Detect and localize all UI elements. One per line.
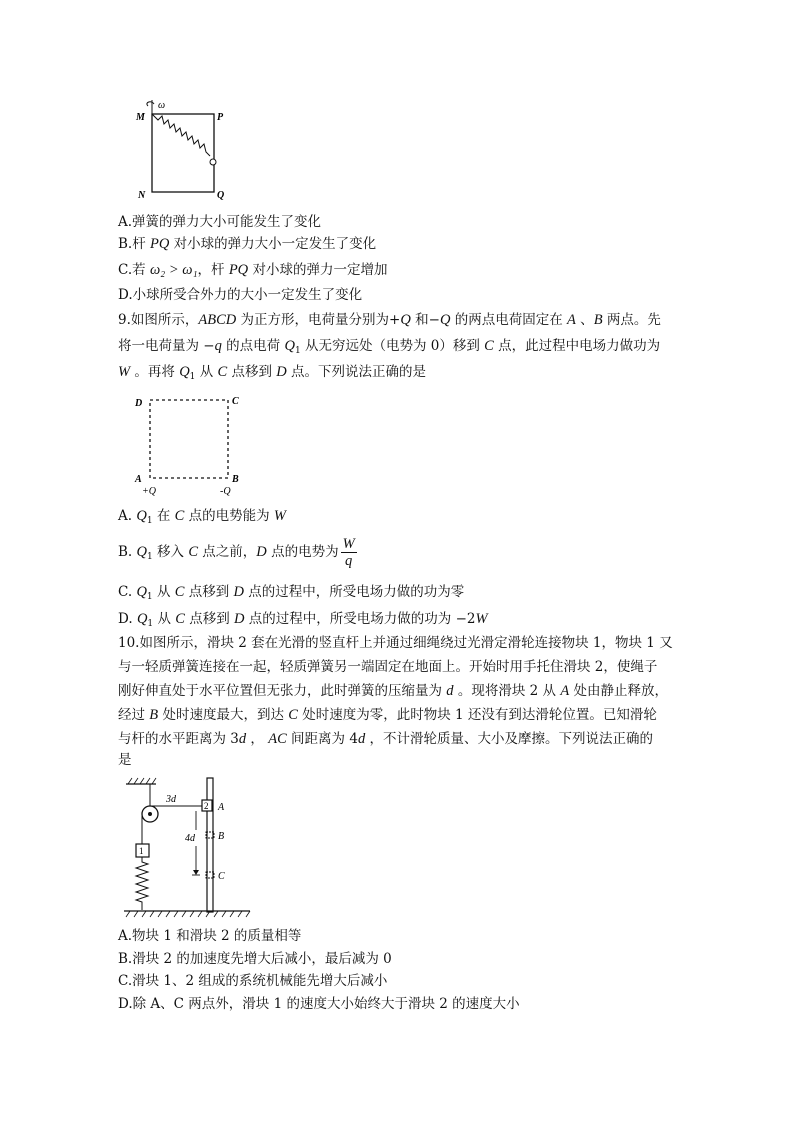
q10-stem-line-2: 与一轻质弹簧连接在一起，轻质弹簧另一端固定在地面上。开始时用手托住滑块 2，使绳子 bbox=[118, 659, 658, 675]
fraction-w-over-q: $\frac{W}{q}$ bbox=[342, 536, 355, 569]
q10-option-a: A.物块 1 和滑块 2 的质量相等 bbox=[118, 928, 302, 944]
ball bbox=[210, 159, 216, 165]
q8-option-a: A.弹簧的弹力大小可能发生了变化 bbox=[118, 214, 322, 230]
q9-option-a: A. $Q_1$ 在 C 点的电势能为 W bbox=[118, 508, 287, 526]
q9-stem-line-2: 将一电荷量为 −q 的点电荷 $Q_1$ 从无穷远处（电势为 0）移到 C 点，此过程中电场力做功为 bbox=[118, 338, 661, 356]
q9-option-c: C. $Q_1$ 从 C 点移到 D 点的过程中，所受电场力做的功为零 bbox=[118, 584, 465, 602]
svg-text:3d: 3d bbox=[166, 794, 176, 805]
svg-text:A: A bbox=[135, 474, 142, 485]
spring bbox=[152, 114, 210, 156]
q10-option-c: C.滑块 1、2 组成的系统机械能先增大后减小 bbox=[118, 973, 388, 989]
svg-text:B: B bbox=[218, 831, 225, 842]
square-charges-figure bbox=[130, 390, 260, 500]
q10-option-b: B.滑块 2 的加速度先增大后减小，最后减为 0 bbox=[118, 951, 392, 967]
svg-text:P: P bbox=[217, 112, 224, 123]
q10-stem-line-5: 与杆的水平距离为 3d ， AC 间距离为 4d ，不计滑轮质量、大小及摩擦。下列说法正确的 bbox=[118, 731, 653, 747]
q10-stem-line-6: 是 bbox=[118, 752, 132, 768]
svg-text:C: C bbox=[232, 396, 239, 407]
svg-text:C: C bbox=[218, 871, 225, 882]
q9-option-d: D. $Q_1$ 从 C 点移到 D 点的过程中，所受电场力做的功为 −2W bbox=[118, 611, 488, 629]
q9-stem-line-3: W 。再将 $Q_1$ 从 C 点移到 D 点。下列说法正确的是 bbox=[118, 364, 427, 382]
svg-text:4d: 4d bbox=[185, 833, 195, 844]
svg-text:1: 1 bbox=[139, 846, 144, 856]
q8-option-b: B.杆 PQ 对小球的弹力大小一定发生了变化 bbox=[118, 236, 377, 252]
svg-text:Q: Q bbox=[217, 190, 225, 201]
omega-label: ω bbox=[158, 100, 166, 111]
svg-text:+Q: +Q bbox=[142, 486, 156, 497]
rod bbox=[207, 778, 213, 912]
svg-text:D: D bbox=[135, 398, 143, 409]
pulley-spring-figure bbox=[120, 774, 255, 920]
q8-option-d: D.小球所受合外力的大小一定发生了变化 bbox=[118, 287, 363, 303]
q9-stem-line-1: 9.如图所示，ABCD 为正方形，电荷量分别为+Q 和−Q 的两点电荷固定在 A 、B 两点。先 bbox=[118, 312, 661, 328]
q10-option-d: D.除 A、C 两点外，滑块 1 的速度大小始终大于滑块 2 的速度大小 bbox=[118, 996, 520, 1012]
svg-text:B: B bbox=[232, 474, 239, 485]
q10-stem-line-1: 10.如图所示，滑块 2 套在光滑的竖直杆上并通过细绳绕过光滑定滑轮连接物块 1，物块 1 又 bbox=[118, 635, 673, 651]
svg-text:N: N bbox=[138, 190, 146, 201]
q10-stem-line-4: 经过 B 处时速度最大，到达 C 处时速度为零，此时物块 1 还没有到达滑轮位置。已知滑轮 bbox=[118, 707, 657, 723]
q8-option-c: C.若 ω₂ > ω₁，杆 PQ 对小球的弹力一定增加 bbox=[118, 262, 388, 278]
svg-text:A: A bbox=[218, 802, 225, 813]
svg-text:-Q: -Q bbox=[220, 486, 231, 497]
svg-text:M: M bbox=[136, 112, 145, 123]
q9-option-b: B. $Q_1$ 移入 C 点之前，D 点的电势为 $\frac{W}{q}$ bbox=[118, 536, 355, 569]
q10-stem-line-3: 刚好伸直处于水平位置但无张力，此时弹簧的压缩量为 d 。现将滑块 2 从 A 处由静止释放， bbox=[118, 683, 668, 699]
svg-text:2: 2 bbox=[204, 801, 209, 811]
rotating-frame-figure bbox=[118, 96, 238, 206]
spring-10 bbox=[136, 857, 148, 910]
